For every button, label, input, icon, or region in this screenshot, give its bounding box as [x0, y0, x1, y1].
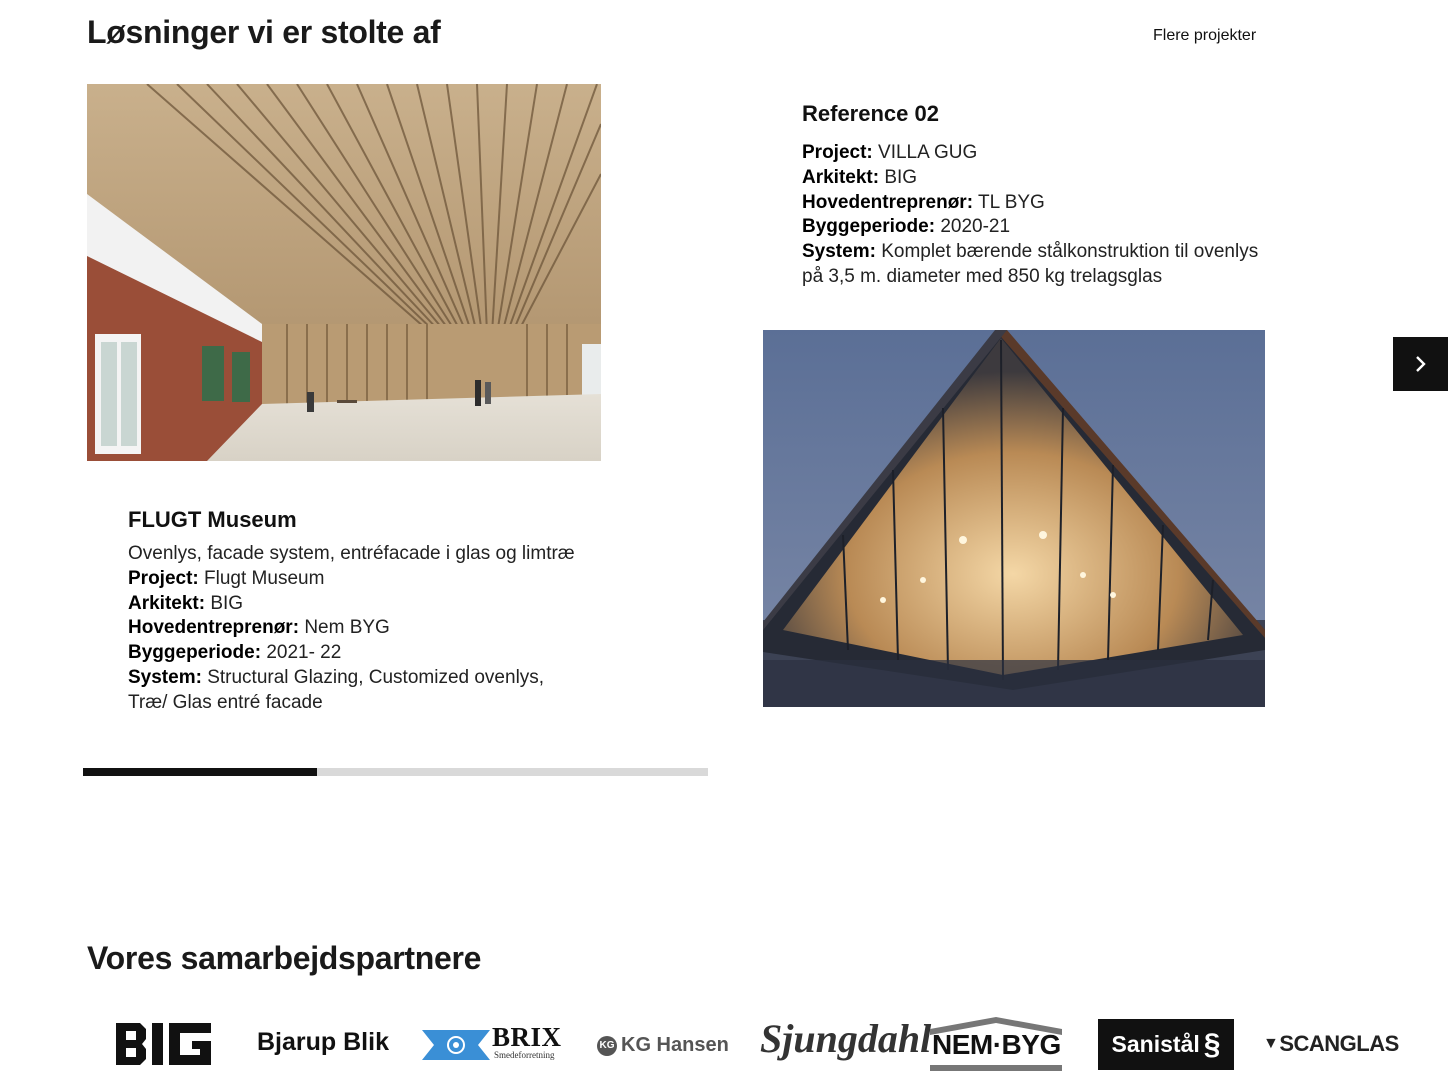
card1-title: FLUGT Museum: [128, 507, 297, 532]
nem-byg-wordmark: NEM·BYG: [932, 1029, 1061, 1060]
flugt-museum-photo[interactable]: [87, 84, 601, 461]
card2-system-label: System:: [802, 241, 876, 263]
kg-hansen-wordmark: KG Hansen: [621, 1034, 729, 1056]
card2-arkitekt-label: Arkitekt:: [802, 166, 880, 188]
more-projects-link[interactable]: Flere projekter: [1153, 27, 1257, 44]
sjungdahl-logo[interactable]: Sjungdahl: [760, 1016, 932, 1061]
card2-bygge-label: Byggeperiode:: [802, 216, 936, 238]
sanistal-s-icon: §: [1203, 1027, 1221, 1061]
big-logo-mark: [114, 1021, 214, 1067]
card2-project-value: VILLA GUG: [878, 142, 978, 163]
card2-project-label: Project:: [802, 142, 873, 163]
card2-details: [802, 141, 1272, 290]
villa-gug-image: [763, 330, 1265, 707]
card1-project-value: Flugt Museum: [204, 567, 325, 589]
scanglas-wordmark: SCANGLAS: [1279, 1031, 1399, 1056]
card2-title: Reference 02: [802, 101, 939, 126]
flugt-museum-image: [87, 84, 601, 461]
card1-bygge-label: Byggeperiode:: [128, 642, 262, 664]
kg-hansen-mark: KG: [597, 1036, 617, 1056]
card2-hoved-value: TL BYG: [977, 191, 1045, 213]
card1-hoved-label: Hovedentreprenør:: [128, 617, 300, 639]
card1-project-label: Project:: [128, 567, 199, 589]
card1-bygge-value: 2021- 22: [266, 642, 342, 664]
kg-hansen-logo[interactable]: [597, 1034, 729, 1057]
card2-hoved-label: Hovedentreprenør:: [802, 191, 974, 213]
sanistal-logo[interactable]: [1098, 1019, 1234, 1070]
card2-system-value: Komplet bærende stålkonstruktion til ovenlys på 3,5 m. diameter med 850 kg trelagsglas: [802, 241, 1259, 287]
card1-arkitekt-label: Arkitekt:: [128, 592, 206, 614]
nem-byg-logo[interactable]: [930, 1015, 1062, 1071]
brix-logo[interactable]: [422, 1024, 572, 1064]
carousel-progress-fill: [83, 768, 317, 776]
card1-description: Ovenlys, facade system, entréfacade i glas og limtræ: [128, 543, 575, 564]
card1-hoved-value: Nem BYG: [304, 617, 390, 639]
carousel-next-button[interactable]: [1393, 337, 1448, 391]
villa-gug-photo[interactable]: [763, 330, 1265, 707]
partners-title: Vores samarbejdspartnere: [87, 940, 482, 976]
brix-emblem: [422, 1028, 490, 1062]
carousel-progress: [83, 768, 708, 776]
card1-arkitekt-value: BIG: [210, 592, 244, 614]
section-title: Løsninger vi er stolte af: [87, 14, 441, 50]
big-logo[interactable]: [114, 1021, 214, 1067]
scanglas-triangle-icon: ▼: [1263, 1035, 1279, 1052]
brix-wordmark: BRIX: [492, 1022, 562, 1052]
sanistal-wordmark: Sanistål: [1111, 1031, 1200, 1057]
chevron-right-icon: [1414, 355, 1428, 373]
card2-bygge-value: 2020-21: [940, 216, 1011, 238]
scanglas-logo[interactable]: [1263, 1031, 1399, 1057]
bjarup-blik-logo[interactable]: Bjarup Blik: [257, 1028, 389, 1056]
card1-details: [128, 542, 628, 712]
card1-system-label: System:: [128, 666, 202, 688]
card2-arkitekt-value: BIG: [884, 166, 918, 188]
brix-subtitle: Smedeforretning: [494, 1050, 555, 1060]
card1-system-value: Structural Glazing, Customized ovenlys, Træ/ Glas entré facade: [128, 666, 545, 712]
